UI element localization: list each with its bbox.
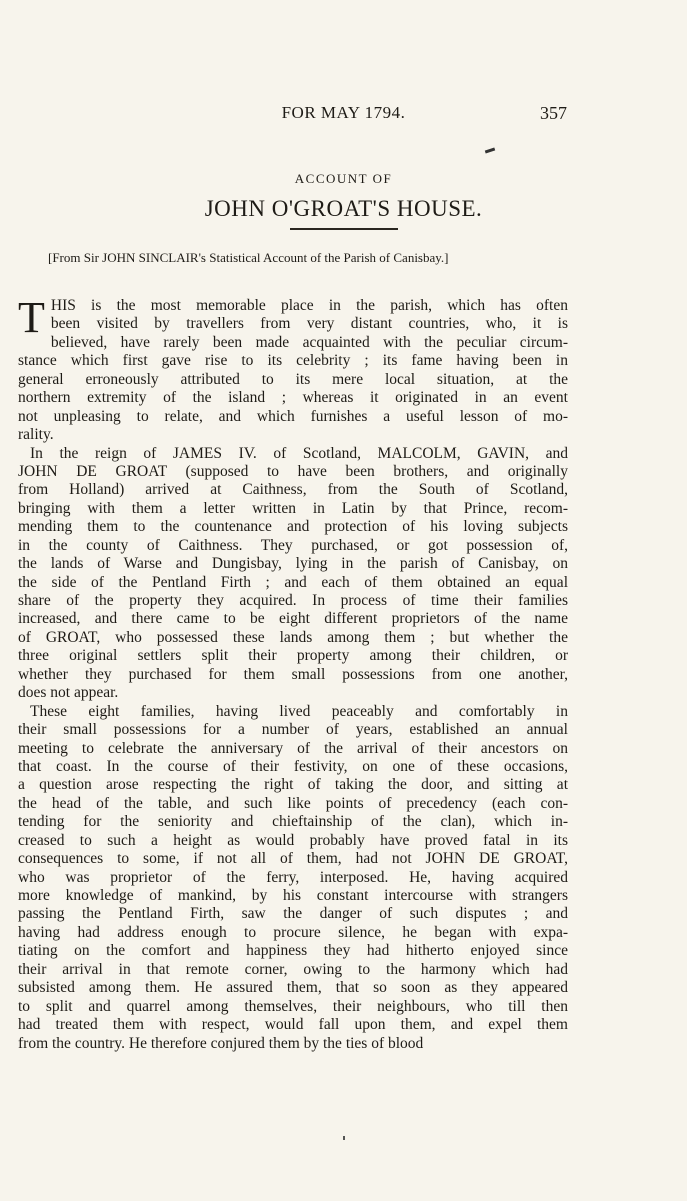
text-line: to split and quarrel among themselves, their neighbours, who till then [18,997,568,1015]
text-line: In the reign of JAMES IV. of Scotland, MALCOLM, GAVIN, and [30,444,568,462]
text-line: whether they purchased for them small possessions from one another, [18,665,568,683]
text-line: more knowledge of mankind, by his constant intercourse with strangers [18,887,568,904]
text-line: who was proprietor of the ferry, interposed. He, having acquired [18,868,568,886]
text-line: mending them to the countenance and protection of his loving subjects [18,518,568,536]
text-line: tiating on the comfort and happiness they had hitherto enjoyed since [18,942,568,960]
ink-smudge [485,148,495,154]
text-line: passing the Pentland Firth, saw the danger of such disputes ; and [18,905,568,923]
text-line: JOHN DE GROAT (supposed to have been brothers, and originally [18,462,568,480]
text-line: share of the property they acquired. In process of time their families [18,592,568,609]
text-line: had treated them with respect, would fall upon them, and expel them [18,1016,568,1034]
text-line: from Holland) arrived at Caithness, from the South of Scotland, [18,481,568,499]
text-line: the side of the Pentland Firth ; and each of them obtained an equal [18,573,568,591]
text-line: the lands of Warse and Dungisbay, lying in the parish of Canisbay, on [18,555,568,573]
article-kicker: ACCOUNT OF [294,171,393,186]
text-line: rality. [18,426,54,444]
text-line: a question arose respecting the right of taking the door, and sitting at [18,776,568,794]
title-rule [290,228,398,230]
text-line: HIS is the most memorable place in the parish, which has often [50,297,568,314]
text-line: not unpleasing to relate, and which furnishes a useful lesson of mo- [18,407,568,425]
text-line: been visited by travellers from very distant countries, who, it is [50,315,568,333]
text-line: their small possessions for a number of years, established an annual [18,721,568,739]
running-head [0,103,687,127]
text-line: tending for the seniority and chieftainship of the clan), which in- [18,813,568,831]
text-line: in the county of Caithness. They purchased, or got possession of, [18,536,568,554]
text-line: having had address enough to procure silence, he began with expa- [18,923,568,941]
text-line: bringing with them a letter written in Latin by that Prince, recom- [18,499,568,517]
running-head-title: FOR MAY 1794. [281,103,406,122]
drop-cap: T [18,293,45,342]
text-line: general erroneously attributed to its mere local situation, at the [18,370,568,388]
text-line: the head of the table, and such like points of precedency (each con- [18,794,568,812]
text-line: that coast. In the course of their festivity, on one of these occasions, [18,757,568,775]
text-line: their arrival in that remote corner, owing to the harmony which had [18,960,568,978]
page-number: 357 [540,103,567,123]
source-note: [From Sir JOHN SINCLAIR's Statistical Account of the Parish of Canisbay.] [48,250,449,265]
text-line: These eight families, having lived peaceably and comfortably in [30,702,568,720]
text-line: of GROAT, who possessed these lands among them ; but whether the [18,628,568,646]
text-line: subsisted among them. He assured them, that so soon as they appeared [18,979,568,997]
text-line: stance which first gave rise to its celebrity ; its fame having been in [18,352,568,370]
text-line: meeting to celebrate the anniversary of the arrival of their ancestors on [18,739,568,757]
text-line: northern extremity of the island ; whereas it originated in an event [18,389,568,407]
text-line: consequences to some, if not all of them, had not JOHN DE GROAT, [18,850,568,868]
article-body [18,293,568,1053]
text-line: three original settlers split their property among their children, or [18,647,568,665]
text-line: from the country. He therefore conjured them by the ties of blood [18,1034,424,1052]
article-title: JOHN O'GROAT'S HOUSE. [204,196,483,221]
text-line: does not appear. [18,684,119,702]
text-line: increased, and there came to be eight different proprietors of the name [18,610,568,628]
text-line: believed, have rarely been made acquainted with the peculiar circum- [50,333,568,351]
ink-speck [343,1136,345,1140]
text-line: creased to such a height as would probably have proved fatal in its [18,831,568,849]
